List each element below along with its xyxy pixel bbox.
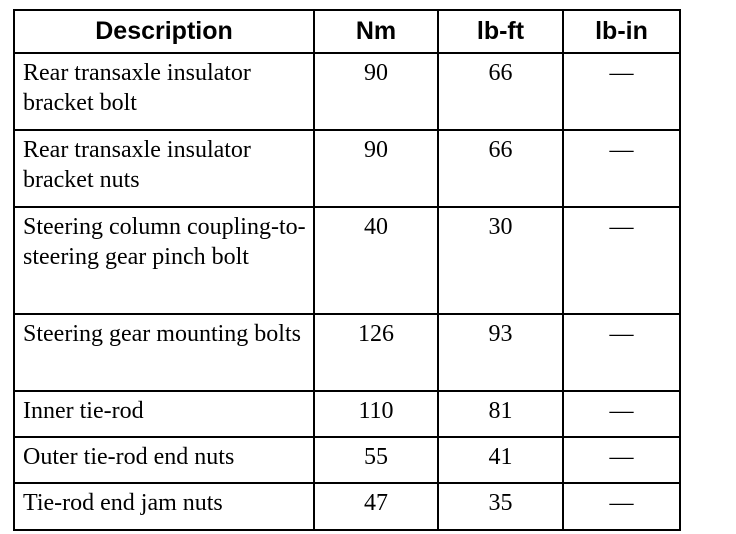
description-cell: Steering column coupling-to-steering gear pinch bolt bbox=[14, 207, 314, 314]
description-cell: Rear transaxle insulator bracket bolt bbox=[14, 53, 314, 130]
table-row bbox=[14, 391, 680, 437]
header-lb-in: lb-in bbox=[563, 10, 680, 53]
table-row bbox=[14, 207, 680, 314]
lb-ft-cell: 66 bbox=[438, 130, 563, 207]
description-cell: Rear transaxle insulator bracket nuts bbox=[14, 130, 314, 207]
lb-ft-cell: 93 bbox=[438, 314, 563, 391]
lb-ft-cell: 66 bbox=[438, 53, 563, 130]
lb-in-cell: — bbox=[563, 314, 680, 391]
header-nm: Nm bbox=[314, 10, 438, 53]
nm-cell: 55 bbox=[314, 437, 438, 483]
description-cell: Steering gear mounting bolts bbox=[14, 314, 314, 391]
table-row bbox=[14, 130, 680, 207]
nm-cell: 126 bbox=[314, 314, 438, 391]
lb-ft-cell: 41 bbox=[438, 437, 563, 483]
lb-in-cell: — bbox=[563, 207, 680, 314]
header-lb-ft: lb-ft bbox=[438, 10, 563, 53]
description-cell: Outer tie-rod end nuts bbox=[14, 437, 314, 483]
lb-in-cell: — bbox=[563, 437, 680, 483]
nm-cell: 110 bbox=[314, 391, 438, 437]
lb-in-cell: — bbox=[563, 130, 680, 207]
torque-specifications-table bbox=[13, 9, 681, 531]
lb-in-cell: — bbox=[563, 53, 680, 130]
description-cell: Inner tie-rod bbox=[14, 391, 314, 437]
table-row bbox=[14, 314, 680, 391]
table-header-row bbox=[14, 10, 680, 53]
table-row bbox=[14, 437, 680, 483]
lb-in-cell: — bbox=[563, 391, 680, 437]
header-description: Description bbox=[14, 10, 314, 53]
table-row bbox=[14, 483, 680, 530]
lb-ft-cell: 35 bbox=[438, 483, 563, 530]
nm-cell: 40 bbox=[314, 207, 438, 314]
table-row bbox=[14, 53, 680, 130]
description-cell: Tie-rod end jam nuts bbox=[14, 483, 314, 530]
lb-in-cell: — bbox=[563, 483, 680, 530]
lb-ft-cell: 30 bbox=[438, 207, 563, 314]
nm-cell: 90 bbox=[314, 130, 438, 207]
nm-cell: 90 bbox=[314, 53, 438, 130]
lb-ft-cell: 81 bbox=[438, 391, 563, 437]
nm-cell: 47 bbox=[314, 483, 438, 530]
